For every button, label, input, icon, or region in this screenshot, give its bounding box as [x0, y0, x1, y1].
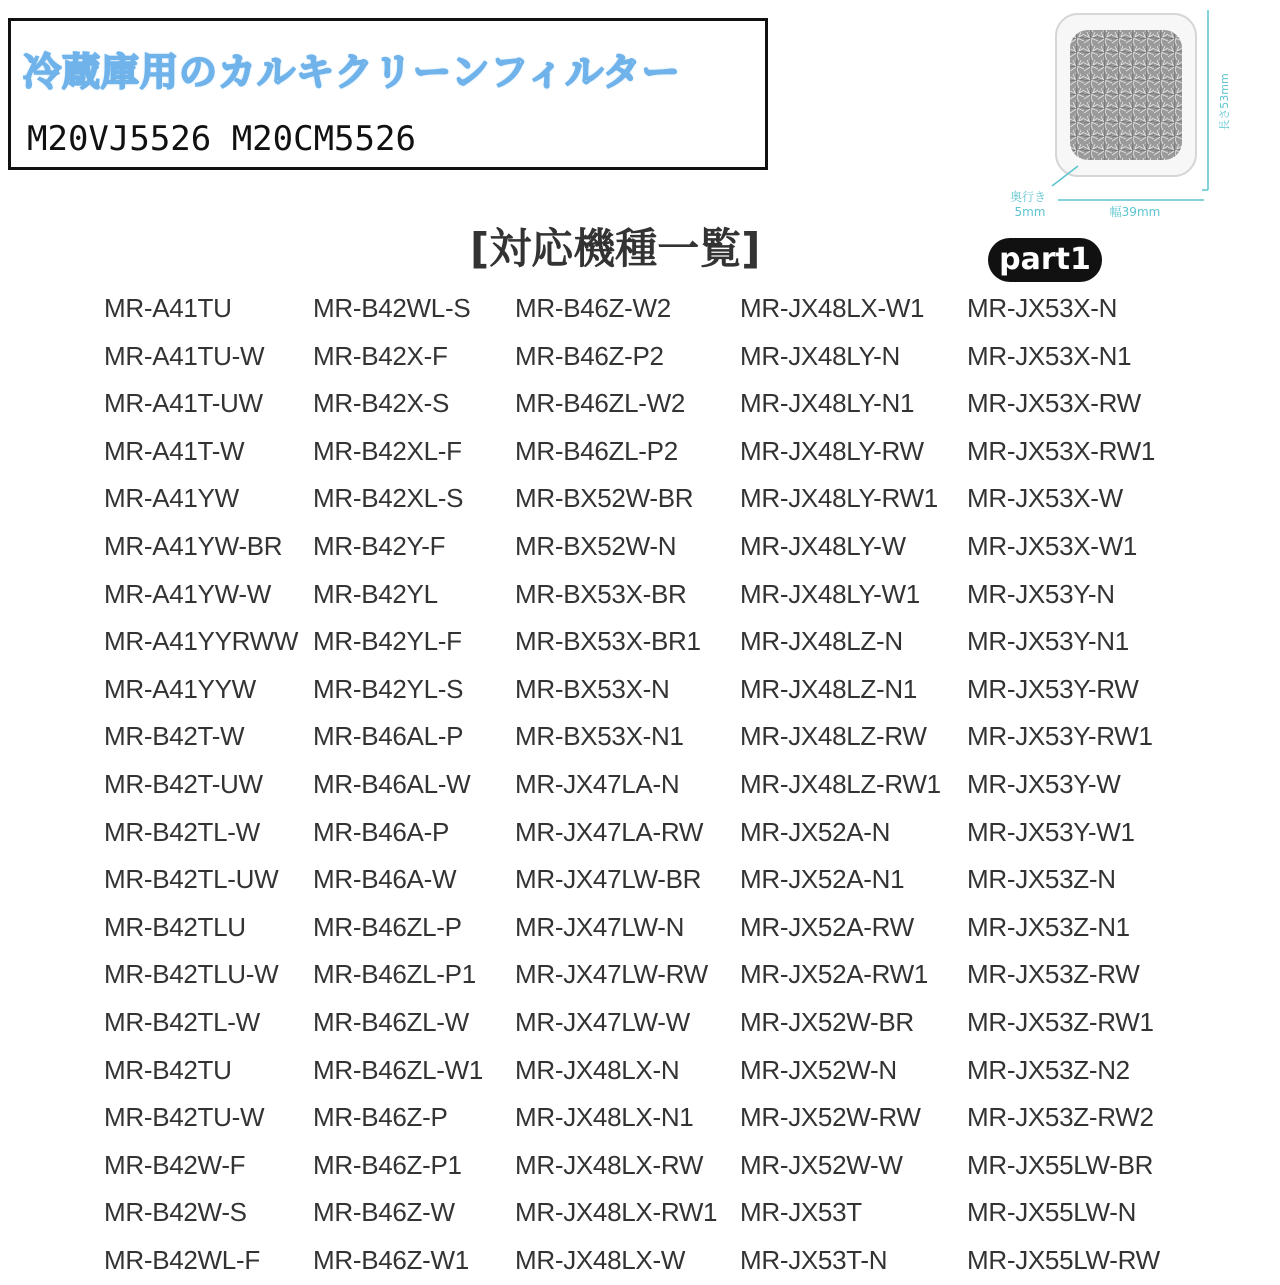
model-item: MR-JX55LW-N [967, 1197, 1137, 1228]
model-item: MR-BX52W-N [515, 530, 677, 561]
model-item: MR-JX53T [740, 1197, 862, 1228]
model-item: MR-B42X-S [313, 388, 449, 419]
model-item: MR-B42TL-W [104, 816, 260, 847]
model-item: MR-JX47LW-N [515, 911, 685, 942]
model-grid [0, 286, 1280, 1276]
model-item: MR-B42XL-S [313, 483, 464, 514]
model-item: MR-B46ZL-W [313, 1006, 469, 1037]
model-item: MR-JX48LX-RW [515, 1149, 704, 1180]
model-item: MR-JX47LA-N [515, 768, 680, 799]
model-item: MR-B46ZL-P2 [515, 435, 678, 466]
model-item: MR-JX48LZ-N [740, 626, 903, 657]
model-item: MR-B42W-F [104, 1149, 246, 1180]
model-item: MR-B46Z-W2 [515, 293, 671, 323]
model-item: MR-B46Z-P [313, 1102, 448, 1133]
model-item: MR-JX52W-N [740, 1054, 897, 1085]
model-item: MR-BX53X-N [515, 673, 670, 704]
model-item: MR-B42TLU [104, 911, 246, 942]
model-item: MR-JX53Y-W1 [967, 816, 1135, 847]
model-item: MR-JX47LA-RW [515, 816, 704, 847]
model-column [740, 286, 941, 1285]
model-item: MR-JX48LY-N [740, 340, 900, 371]
model-item: MR-JX48LY-W1 [740, 578, 920, 609]
model-item: MR-B42YL-F [313, 626, 462, 657]
model-item: MR-A41TU-W [104, 340, 265, 371]
model-item: MR-JX48LZ-RW [740, 721, 927, 752]
model-item: MR-A41YW-W [104, 578, 271, 609]
model-item: MR-JX48LZ-N1 [740, 673, 917, 704]
model-item: MR-JX52A-N [740, 816, 891, 847]
model-item: MR-B42T-W [104, 721, 245, 752]
model-item: MR-B42TL-UW [104, 864, 279, 895]
compatible-models-heading: [対応機種一覧] [470, 224, 761, 273]
depth-value: 5mm [1014, 205, 1046, 219]
model-item: MR-B46Z-P1 [313, 1149, 462, 1180]
model-item: MR-A41YW [104, 483, 239, 514]
model-item: MR-JX48LX-RW1 [515, 1197, 718, 1228]
title-box [8, 18, 768, 170]
model-item: MR-B42XL-F [313, 435, 462, 466]
model-item: MR-JX53Y-RW [967, 673, 1139, 704]
filter-mesh [1070, 30, 1182, 160]
model-item: MR-A41YYRWW [104, 626, 299, 657]
model-item: MR-B46AL-W [313, 768, 471, 799]
model-item: MR-B46A-W [313, 864, 457, 895]
model-item: MR-JX55LW-BR [967, 1149, 1154, 1180]
model-item: MR-BX53X-N1 [515, 721, 684, 752]
model-item: MR-B46Z-W1 [313, 1244, 469, 1275]
model-item: MR-JX53Y-N [967, 578, 1115, 609]
model-item: MR-B42YL [313, 578, 438, 609]
product-title: 冷蔵庫用のカルキクリーンフィルター [23, 49, 681, 94]
model-column [967, 286, 1160, 1285]
model-item: MR-B46ZL-W1 [313, 1054, 484, 1085]
model-item: MR-B42WL-F [104, 1244, 260, 1275]
model-item: MR-JX47LW-RW [515, 959, 708, 990]
model-item: MR-B42W-S [104, 1197, 247, 1228]
model-item: MR-JX53Z-RW [967, 959, 1140, 990]
model-item: MR-JX48LX-N1 [515, 1102, 694, 1133]
model-item: MR-B42T-UW [104, 768, 263, 799]
model-item: MR-JX48LY-RW1 [740, 483, 938, 514]
model-item: MR-B46AL-P [313, 721, 464, 752]
model-item: MR-JX52A-N1 [740, 864, 905, 895]
model-item: MR-JX53Z-RW2 [967, 1102, 1154, 1133]
model-item: MR-B46Z-W [313, 1197, 455, 1228]
model-item: MR-JX53Z-RW1 [967, 1006, 1154, 1037]
model-item: MR-BX53X-BR [515, 578, 687, 609]
model-item: MR-JX53X-W [967, 483, 1123, 514]
model-item: MR-JX48LY-RW [740, 435, 924, 466]
model-item: MR-A41T-W [104, 435, 245, 466]
model-item: MR-B46A-P [313, 816, 449, 847]
part-numbers: M20VJ5526 M20CM5526 [27, 119, 416, 159]
model-item: MR-JX52A-RW [740, 911, 914, 942]
model-item: MR-BX52W-BR [515, 483, 694, 514]
width-label: 幅39mm [1109, 205, 1161, 219]
model-item: MR-B42YL-S [313, 673, 464, 704]
model-item: MR-B46ZL-P [313, 911, 462, 942]
model-item: MR-JX53Z-N [967, 864, 1116, 895]
model-item: MR-JX47LW-BR [515, 864, 702, 895]
model-item: MR-A41T-UW [104, 388, 263, 419]
model-item: MR-B42TL-W [104, 1006, 260, 1037]
model-item: MR-B42WL-S [313, 293, 471, 323]
model-item: MR-JX53Z-N2 [967, 1054, 1130, 1085]
model-item: MR-JX53Y-W [967, 768, 1121, 799]
model-item: MR-A41TU [104, 293, 232, 323]
model-item: MR-JX48LX-W1 [740, 293, 925, 323]
model-item: MR-B42TLU-W [104, 959, 279, 990]
model-item: MR-JX53X-W1 [967, 530, 1138, 561]
model-item: MR-JX53X-RW1 [967, 435, 1156, 466]
model-item: MR-JX53Z-N1 [967, 911, 1130, 942]
part-badge: part1 [988, 238, 1102, 282]
model-column [104, 286, 298, 1285]
model-item: MR-BX53X-BR1 [515, 626, 701, 657]
model-item: MR-JX53Y-N1 [967, 626, 1129, 657]
model-item: MR-A41YYW [104, 673, 256, 704]
model-item: MR-JX48LX-W [515, 1244, 686, 1275]
model-item: MR-JX48LY-N1 [740, 388, 915, 419]
filter-diagram [1000, 4, 1240, 226]
depth-label: 奥行き [1009, 190, 1047, 204]
model-item: MR-JX47LW-W [515, 1006, 690, 1037]
model-item: MR-JX48LX-N [515, 1054, 680, 1085]
model-item: MR-B42X-F [313, 340, 448, 371]
model-item: MR-B46ZL-P1 [313, 959, 476, 990]
model-item: MR-B46Z-P2 [515, 340, 664, 371]
model-item: MR-B42Y-F [313, 530, 446, 561]
model-item: MR-JX48LZ-RW1 [740, 768, 941, 799]
model-item: MR-JX53Y-RW1 [967, 721, 1153, 752]
model-item: MR-JX53X-N1 [967, 340, 1132, 371]
model-item: MR-B42TU-W [104, 1102, 265, 1133]
length-label: 長さ53mm [1218, 73, 1231, 131]
model-item: MR-B42TU [104, 1054, 232, 1085]
model-item: MR-JX52W-BR [740, 1006, 914, 1037]
model-item: MR-JX52A-RW1 [740, 959, 929, 990]
model-item: MR-JX52W-RW [740, 1102, 921, 1133]
model-item: MR-JX53T-N [740, 1244, 888, 1275]
model-item: MR-JX52W-W [740, 1149, 903, 1180]
model-column [313, 286, 483, 1285]
model-item: MR-JX53X-N [967, 293, 1118, 323]
model-item: MR-A41YW-BR [104, 530, 283, 561]
model-column [515, 286, 717, 1285]
model-item: MR-JX55LW-RW [967, 1244, 1160, 1275]
model-item: MR-B46ZL-W2 [515, 388, 686, 419]
model-item: MR-JX48LY-W [740, 530, 906, 561]
model-item: MR-JX53X-RW [967, 388, 1141, 419]
